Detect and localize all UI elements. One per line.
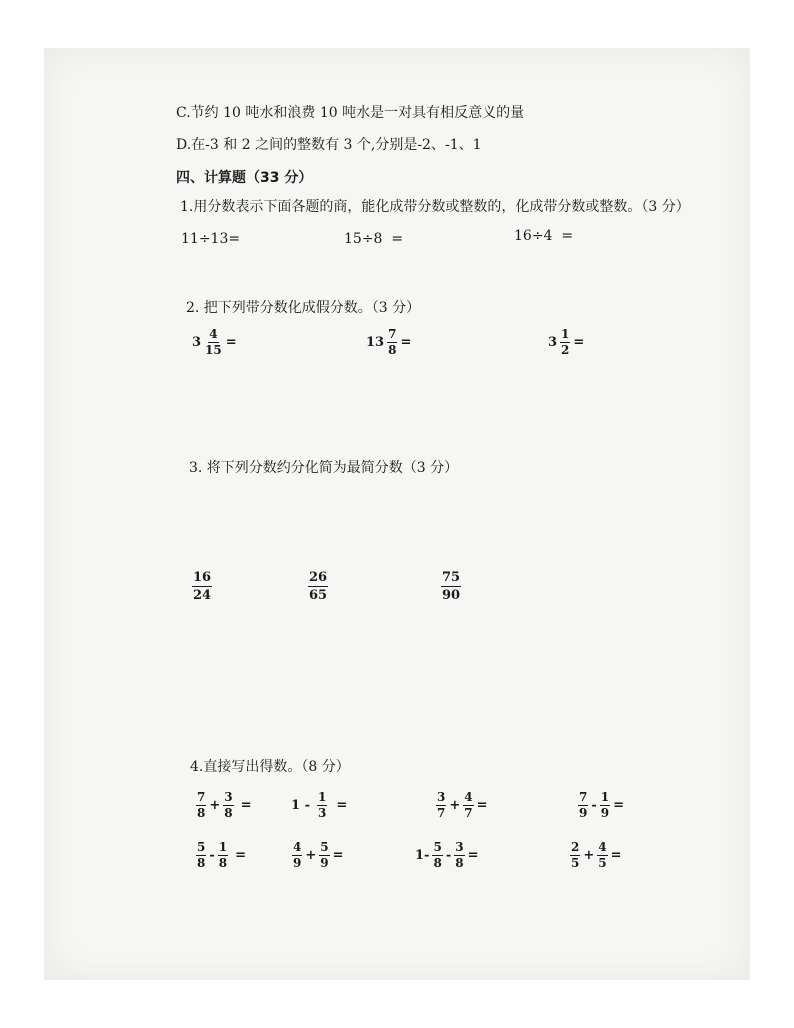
- denominator: 8: [197, 856, 206, 870]
- operator: -: [591, 798, 597, 813]
- operator: +: [209, 798, 221, 813]
- fraction: [436, 790, 446, 821]
- q1-title: 1.用分数表示下面各题的商，能化成带分数或整数的，化成带分数或整数。（3 分）: [180, 199, 690, 215]
- q2-mixed-3: [548, 327, 585, 358]
- numerator: 26: [309, 570, 328, 585]
- option-c: C.节约 10 吨水和浪费 10 吨水是一对具有相反意义的量: [176, 105, 525, 121]
- fraction: [218, 840, 228, 871]
- operator: +: [583, 848, 595, 863]
- fraction: [317, 790, 327, 821]
- q4-expr-3: [434, 790, 489, 821]
- operator: -: [445, 848, 452, 863]
- q3-title: 3. 将下列分数约分化简为最简分数（3 分）: [189, 460, 459, 476]
- equals-sign: =: [336, 798, 348, 813]
- q4-expr-8: [568, 840, 623, 871]
- fraction: [196, 840, 206, 871]
- q2-mixed-1: [192, 327, 238, 358]
- equals-sign: =: [613, 798, 625, 813]
- denominator: 24: [193, 588, 212, 603]
- equals-sign: =: [332, 848, 344, 863]
- denominator: 9: [579, 806, 588, 820]
- whole-number: 3: [548, 335, 558, 350]
- minuend: 1 -: [291, 798, 310, 813]
- numerator: 7: [388, 327, 397, 341]
- denominator: 9: [320, 856, 329, 870]
- equals-sign: =: [235, 848, 247, 863]
- minuend: 1-: [415, 848, 430, 863]
- denominator: 8: [433, 856, 442, 870]
- fraction: [454, 840, 464, 871]
- numerator: 1: [317, 790, 327, 804]
- equals-sign: =: [610, 848, 622, 863]
- numerator: 16: [193, 570, 212, 585]
- denominator: 3: [317, 806, 327, 820]
- numerator: 1: [561, 327, 570, 341]
- denominator: 8: [224, 806, 233, 820]
- fraction: [204, 327, 223, 358]
- denominator: 8: [218, 856, 228, 870]
- operator: -: [209, 848, 215, 863]
- numerator: 5: [433, 840, 442, 854]
- section-title: 四、计算题（33 分）: [176, 170, 313, 186]
- denominator: 5: [571, 856, 580, 870]
- q4-title: 4.直接写出得数。（8 分）: [190, 759, 350, 775]
- q1-item-2: 15÷8 =: [344, 231, 404, 247]
- q3-fraction-1: [190, 569, 214, 604]
- whole-number: 3: [192, 335, 202, 350]
- fraction: [560, 327, 570, 358]
- denominator: 2: [561, 343, 570, 357]
- denominator: 8: [388, 343, 397, 357]
- numerator: 3: [455, 840, 464, 854]
- q4-expr-2: [290, 790, 348, 821]
- equals-sign: =: [240, 798, 252, 813]
- fraction: [292, 840, 302, 871]
- denominator: 65: [309, 588, 328, 603]
- q4-expr-5: [194, 840, 247, 871]
- numerator: 3: [224, 790, 233, 804]
- fraction: [441, 569, 461, 604]
- denominator: 90: [442, 588, 461, 603]
- fraction: [570, 840, 580, 871]
- numerator: 5: [320, 840, 329, 854]
- numerator: 4: [464, 790, 473, 804]
- q2-mixed-2: [366, 327, 412, 358]
- numerator: 4: [598, 840, 607, 854]
- denominator: 15: [205, 343, 222, 357]
- denominator: 7: [437, 806, 446, 820]
- q4-expr-4: [576, 790, 625, 821]
- q3-fraction-3: [439, 569, 463, 604]
- q4-expr-1: [194, 790, 253, 821]
- fraction: [192, 569, 212, 604]
- denominator: 5: [598, 856, 607, 870]
- numerator: 4: [293, 840, 302, 854]
- numerator: 1: [218, 840, 228, 854]
- equals-sign: =: [476, 798, 488, 813]
- numerator: 1: [600, 790, 610, 804]
- whole-number: 13: [366, 335, 385, 350]
- fraction: [308, 569, 328, 604]
- fraction: [432, 840, 442, 871]
- q1-item-3: 16÷4 =: [514, 228, 574, 244]
- equals-sign: =: [400, 335, 412, 350]
- numerator: 75: [442, 570, 461, 585]
- fraction: [319, 840, 329, 871]
- fraction: [196, 790, 206, 821]
- numerator: 5: [197, 840, 206, 854]
- numerator: 7: [197, 790, 206, 804]
- fraction: [223, 790, 233, 821]
- operator: +: [449, 798, 461, 813]
- numerator: 7: [579, 790, 588, 804]
- fraction: [463, 790, 473, 821]
- equals-sign: =: [467, 848, 479, 863]
- denominator: 9: [293, 856, 302, 870]
- numerator: 3: [437, 790, 446, 804]
- numerator: 4: [209, 327, 218, 341]
- q4-expr-7: [414, 840, 479, 871]
- fraction: [600, 790, 610, 821]
- paper-sheet: [44, 48, 750, 980]
- denominator: 7: [464, 806, 473, 820]
- denominator: 9: [600, 806, 610, 820]
- denominator: 8: [197, 806, 206, 820]
- numerator: 2: [571, 840, 580, 854]
- equals-sign: =: [225, 335, 237, 350]
- q1-item-1: 11÷13=: [181, 231, 241, 247]
- fraction: [597, 840, 607, 871]
- q4-expr-6: [290, 840, 345, 871]
- operator: +: [305, 848, 317, 863]
- equals-sign: =: [573, 335, 585, 350]
- fraction: [387, 327, 397, 358]
- denominator: 8: [455, 856, 464, 870]
- q3-fraction-2: [306, 569, 330, 604]
- option-d: D.在-3 和 2 之间的整数有 3 个,分别是-2、-1、1: [176, 137, 482, 153]
- fraction: [578, 790, 588, 821]
- q2-title: 2. 把下列带分数化成假分数。（3 分）: [186, 300, 421, 316]
